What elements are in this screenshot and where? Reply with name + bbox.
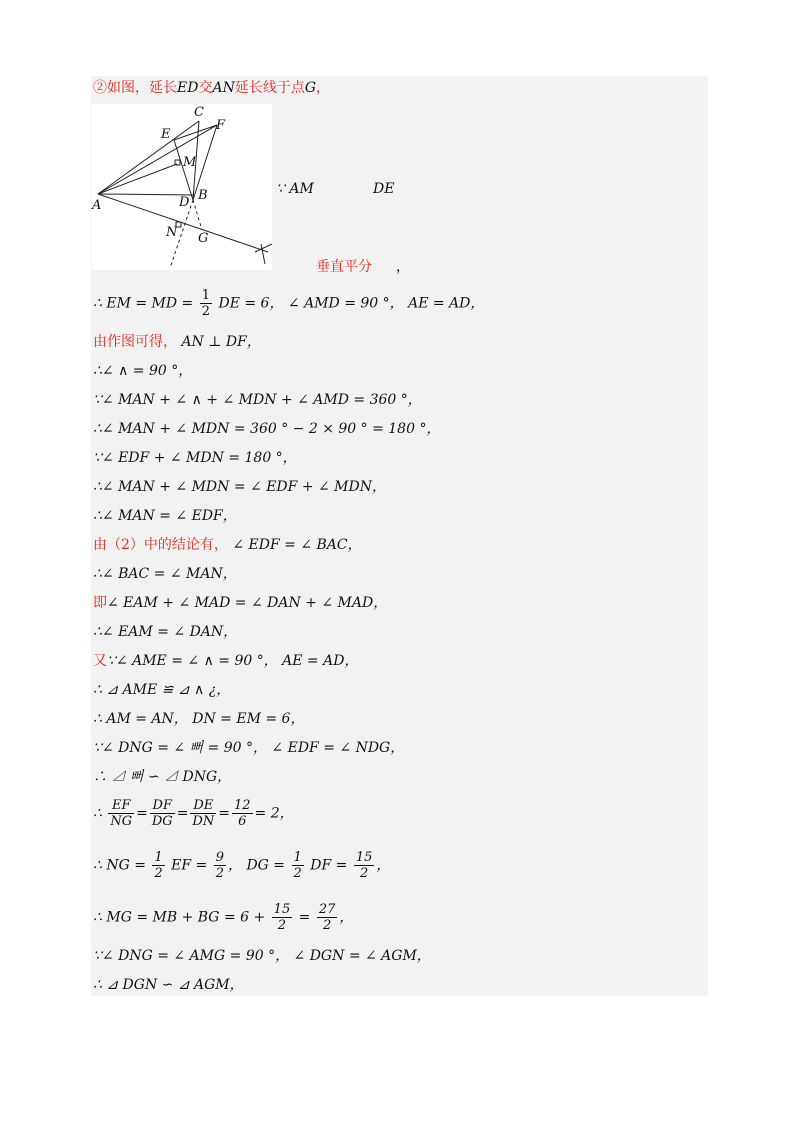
label-G: G [198, 231, 209, 246]
label-D: D [179, 195, 190, 210]
proof-line-20: ∴ MG = MB + BG = 6 + $\frac{15}{2}$ = $\frac{27}{2}$ ， [93, 902, 354, 933]
proof-line-3: ∴∠ ∧ = 90 °， [93, 363, 193, 379]
proof-line-7: ∴∠ MAN + ∠ MDN = ∠ EDF + ∠ MDN， [93, 479, 386, 495]
proof-line-4: ∵∠ MAN + ∠ ∧ + ∠ MDN + ∠ AMD = 360 °， [93, 392, 422, 408]
segment-AF [98, 125, 217, 194]
proof-line-1: ∴ EM = MD = $\frac{1}{2}$ DE = 6， ∠ AMD = 90 °， AE = AD， [93, 288, 485, 319]
proof-line-8: ∴∠ MAN = ∠ EDF， [93, 508, 237, 524]
proof-line-17: ∴ ⊿ 뻐 ∽ ⊿ DNG， [93, 769, 232, 785]
dashed-DG [193, 200, 202, 230]
proof-line-16: ∵∠ DNG = ∠ 뻐 = 90 °， ∠ EDF = ∠ NDG， [93, 740, 405, 756]
label-B: B [198, 188, 208, 203]
geometry-figure [92, 104, 272, 270]
proof-line-2: 由作图可得， AN ⊥ DF， [93, 334, 261, 350]
segment-ED [174, 140, 193, 200]
because-am: ∵ AM [276, 181, 314, 197]
proof-line-13: 又∵∠ AME = ∠ ∧ = 90 °， AE = AD， [93, 653, 359, 669]
fraction: $\frac{1}{2}$ [154, 850, 163, 881]
fraction: $\frac{DE}{DN}$ [192, 798, 215, 829]
proof-line-10: ∴∠ BAC = ∠ MAN， [93, 566, 237, 582]
fraction: $\frac{1}{2}$ [293, 850, 302, 881]
fraction: $\frac{1}{2}$ [201, 288, 211, 319]
arc-mark [261, 244, 265, 264]
intro-line: ②如图，延长ED交AN延长线于点G， [93, 80, 331, 96]
proof-line-14: ∴ ⊿ AME ≌ ⊿ ∧ ¿， [93, 682, 231, 698]
segment-AM [98, 164, 177, 194]
fraction: $\frac{9}{2}$ [215, 850, 224, 881]
fraction: $\frac{EF}{NG}$ [110, 798, 133, 829]
proof-line-18: ∴ $\frac{EF}{NG}$ = $\frac{DF}{DG}$ = $\frac{DE}{DN}$ = $\frac{12}{6}$ = 2， [93, 798, 294, 829]
label-M: M [183, 155, 197, 170]
perp-bisector-text: 垂直平分 [316, 259, 372, 275]
proof-line-19: ∴ NG = $\frac{1}{2}$ EF = $\frac{9}{2}$ ， DG = $\frac{1}{2}$ DF = $\frac{15}{2}$ ， [93, 850, 391, 881]
label-F: F [216, 118, 226, 133]
proof-line-12: ∴∠ EAM = ∠ DAN， [93, 624, 238, 640]
geometry-diagram [92, 104, 272, 270]
proof-line-11: 即∠ EAM + ∠ MAD = ∠ DAN + ∠ MAD， [93, 595, 388, 611]
proof-line-21: ∵∠ DNG = ∠ AMG = 90 °， ∠ DGN = ∠ AGM， [93, 948, 431, 964]
proof-line-6: ∵∠ EDF + ∠ MDN = 180 °， [93, 450, 297, 466]
label-A: A [92, 198, 102, 213]
label-E: E [161, 127, 171, 142]
proof-line-5: ∴∠ MAN + ∠ MDN = 360 ° − 2 × 90 ° = 180 °， [93, 421, 441, 437]
label-N: N [166, 225, 178, 240]
fraction: $\frac{12}{6}$ [233, 798, 251, 829]
fraction: $\frac{15}{2}$ [273, 902, 291, 933]
comma-text: ， [396, 259, 410, 275]
fraction: $\frac{27}{2}$ [318, 902, 336, 933]
proof-line-22: ∴ ⊿ DGN ∽ ⊿ AGM， [93, 977, 244, 993]
de-text: DE [373, 181, 395, 197]
label-C: C [194, 105, 204, 120]
fraction: $\frac{15}{2}$ [355, 850, 373, 881]
proof-line-15: ∴ AM = AN， DN = EM = 6， [93, 711, 305, 727]
fraction: $\frac{DF}{DG}$ [151, 798, 173, 829]
proof-line-9: 由（2）中的结论有， ∠ EDF = ∠ BAC， [93, 537, 362, 553]
